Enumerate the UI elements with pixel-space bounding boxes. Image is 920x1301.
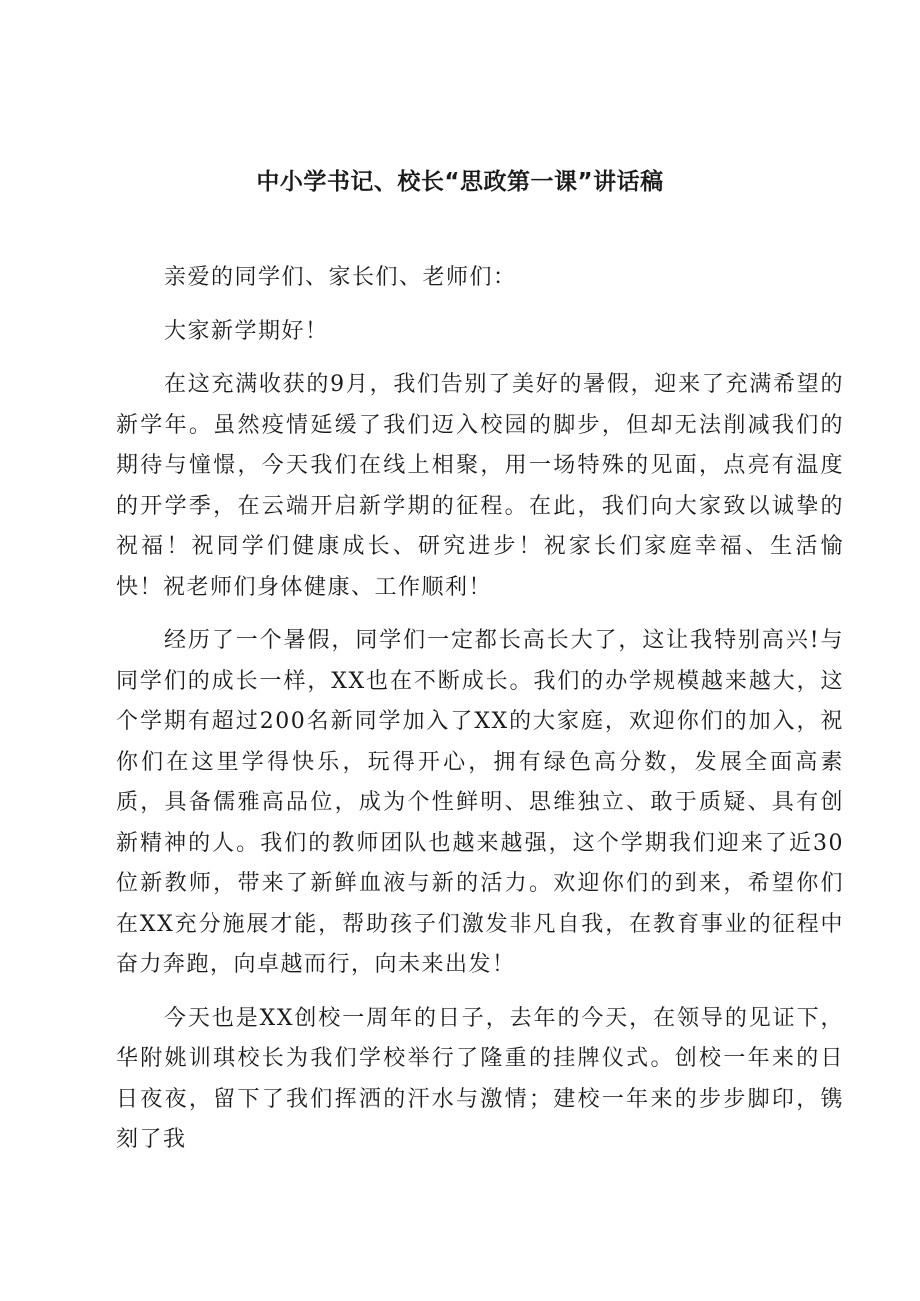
paragraph-1: 在这充满收获的9月，我们告别了美好的暑假，迎来了充满希望的新学年。虽然疫情延缓了我们迈入校园的脚步，但却无法削减我们的期待与憧憬，今天我们在线上相聚，用一场特殊的见面，点亮有温度的开学季，在云端开启新学期的征程。在此，我们向大家致以诚挚的祝福！祝同学们健康成长、研究进步！祝家长们家庭幸福、生活愉快！祝老师们身体健康、工作顺利！ (116, 372, 844, 600)
document-title: 中小学书记、校长“思政第一课”讲话稿 (256, 169, 664, 195)
greeting: 大家新学期好！ (164, 318, 329, 344)
document-body (116, 258, 844, 1161)
paragraph-2: 经历了一个暑假，同学们一定都长高长大了，这让我特别高兴!与同学们的成长一样，XX也在不断成长。我们的办学规模越来越大，这个学期有超过200名新同学加入了XX的大家庭，欢迎你们的加入，祝你们在这里学得快乐，玩得开心，拥有绿色高分数，发展全面高素质，具备儒雅高品位，成为个性鲜明、思维独立、敢于质疑、具有创新精神的人。我们的教师团队也越来越强，这个学期我们迎来了近30位新教师，带来了新鲜血液与新的活力。欢迎你们的到来，希望你们在XX充分施展才能，帮助孩子们激发非凡自我，在教育事业的征程中奋力奔跑，向卓越而行，向未来出发！ (116, 628, 844, 977)
salutation: 亲爱的同学们、家长们、老师们： (164, 265, 517, 290)
paragraph-3: 今天也是XX创校一周年的日子，去年的今天，在领导的见证下，华附姚训琪校长为我们学校举行了隆重的挂牌仪式。创校一年来的日日夜夜，留下了我们挥洒的汗水与激情；建校一年来的步步脚印，镌刻了我 (116, 1005, 844, 1152)
